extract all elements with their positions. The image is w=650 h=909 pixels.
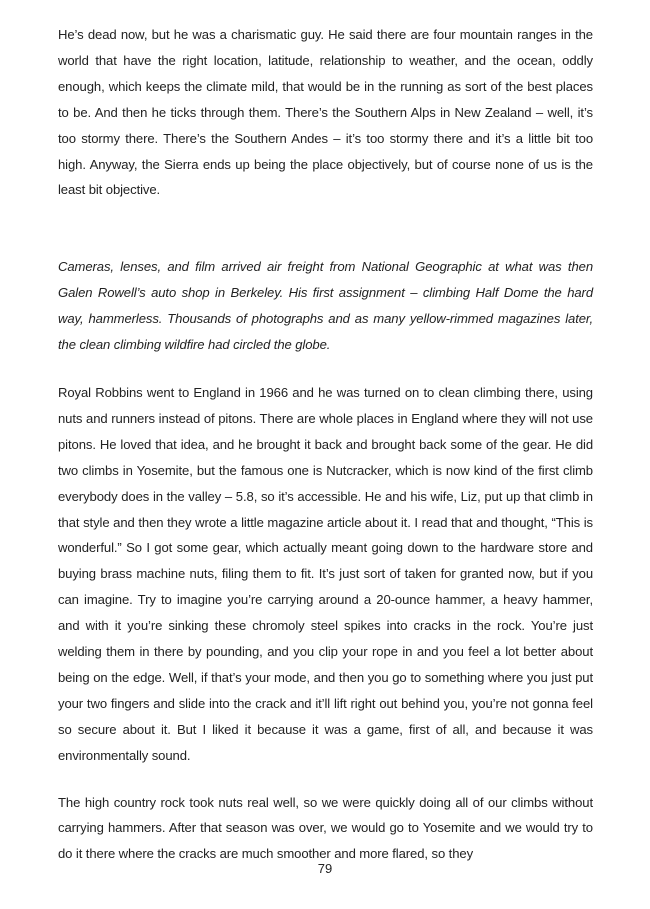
paragraph-gap bbox=[58, 769, 593, 790]
document-page bbox=[58, 22, 593, 867]
paragraph-sierra: He’s dead now, but he was a charismatic guy. He said there are four mountain ranges in the world that have the right location, latitude, relationship to weather, and the ocean, oddly enough, which keeps the climate mild, that would be in the running as sort of the best places to be. And then he ticks through them. There’s the Southern Alps in New Zealand – well, it’s too stormy there. There’s the Southern Andes – it’s too stormy there and it’s a little bit too high. Anyway, the Sierra ends up being the place objectively, but of course none of us is the least bit objective. bbox=[58, 27, 593, 198]
paragraph-gap bbox=[58, 358, 593, 380]
section-gap bbox=[58, 203, 593, 254]
paragraph-royal-robbins: Royal Robbins went to England in 1966 and he was turned on to clean climbing there, using nuts and runners instead of pitons. There are whole places in England where they will not use pitons. He loved that idea, and he brought it back and brought back some of the gear. He did two climbs in Yosemite, but the famous one is Nutcracker, which is now kind of the first climb everybody does in the valley – 5.8, so it’s accessible. He and his wife, Liz, put up that climb in that style and then they wrote a little magazine article about it. I read that and thought, “This is wonderful.” So I got some gear, which actually meant going down to the hardware store and buying brass machine nuts, filing them to fit. It’s just sort of taken for granted now, but if you can imagine. Try to imagine you’re carrying around a 20-ounce hammer, a heavy hammer, and with it you’re sinking these chromoly steel spikes into cracks in the rock. You’re just welding them in there by pounding, and you clip your rope in and you feel a lot better about being on the edge. Well, if that’s your mode, and then you go to something where you just put your two fingers and slide into the crack and it’ll lift right out behind you, you’re not gonna feel so secure about it. But I liked it because it was a game, first of all, and because it was environmentally sound. bbox=[58, 384, 593, 763]
paragraph-high-country: The high country rock took nuts real well, so we were quickly doing all of our climbs without carrying hammers. After that season was over, we would go to Yosemite and we would try to do it there where the cracks are much smoother and more flared, so they bbox=[58, 794, 593, 862]
paragraph-italic-intro: Cameras, lenses, and film arrived air freight from National Geographic at what was then Galen Rowell’s auto shop in Berkeley. His first assignment – climbing Half Dome the hard way, hammerless. Thousands of photographs and as many yellow-rimmed magazines later, the clean climbing wildfire had circled the globe. bbox=[58, 259, 593, 353]
page-number: 79 bbox=[317, 861, 333, 876]
